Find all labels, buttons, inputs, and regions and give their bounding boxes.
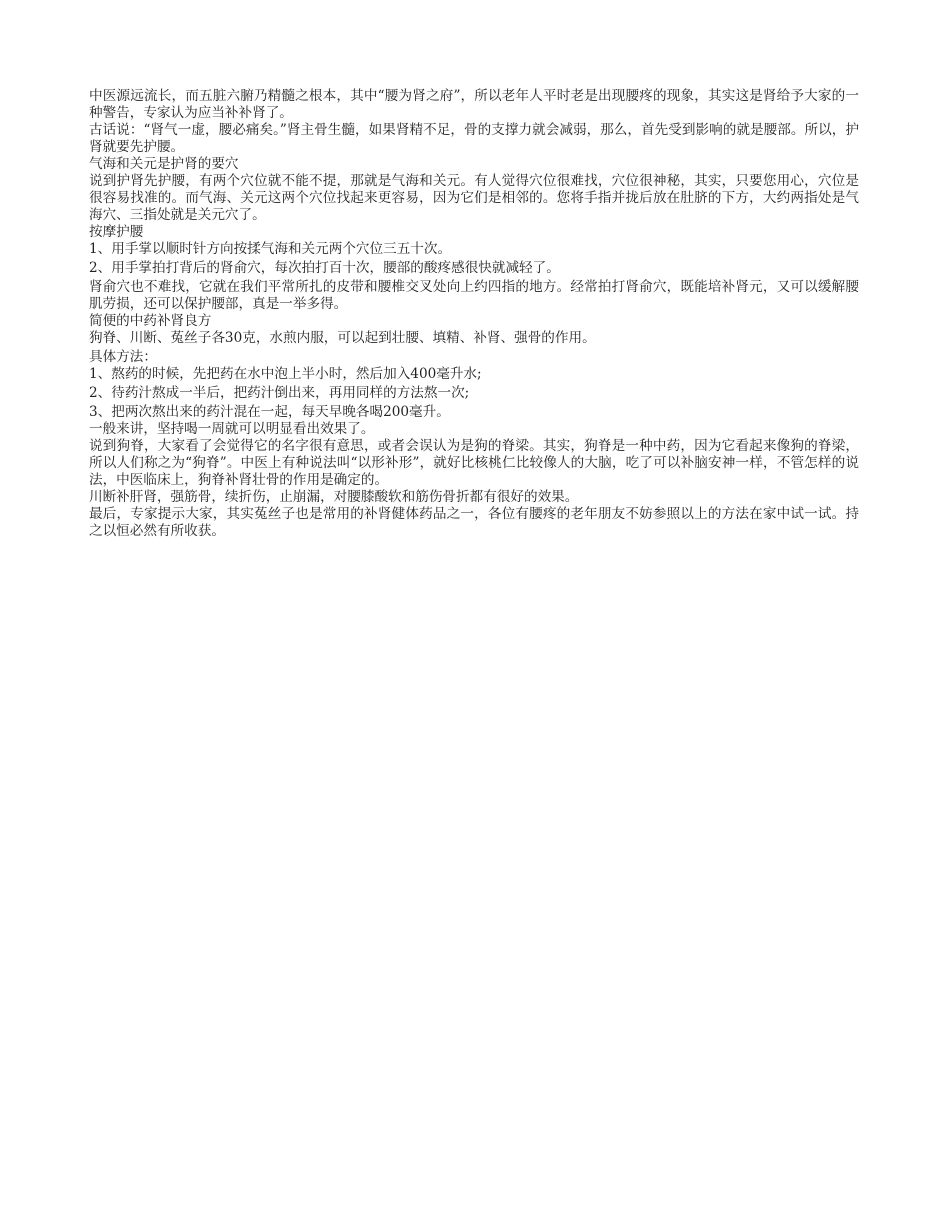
paragraph-remedy: 狗脊、川断、菟丝子各30克，水煎内服，可以起到壮腰、填精、补肾、强骨的作用。 bbox=[89, 330, 596, 346]
paragraph-conclusion: 最后，专家提示大家，其实菟丝子也是常用的补肾健体药品之一，各位有腰疼的老年朋友不妨参照以上的方法在家中试一试。持之以恒必然有所收获。 bbox=[89, 506, 859, 539]
section-heading-massage: 按摩护腰 bbox=[89, 224, 144, 240]
section-heading-acupoints: 气海和关元是护肾的要穴 bbox=[89, 156, 239, 172]
method-label: 具体方法： bbox=[89, 349, 157, 365]
paragraph-gouji: 说到狗脊，大家看了会觉得它的名字很有意思，或者会误认为是狗的脊梁。其实，狗脊是一种中药，因为它看起来像狗的脊梁，所以人们称之为“狗脊”。中医上有种说法叫“以形补形”，就好比核桃仁比较像人的大脑，吃了可以补脑安神一样，不管怎样的说法，中医临床上，狗脊补肾壮骨的作用是确定的。 bbox=[89, 438, 859, 488]
massage-step-1: 1、用手掌以顺时针方向按揉气海和关元两个穴位三五十次。 bbox=[89, 241, 452, 257]
paragraph-shenshu: 肾俞穴也不难找，它就在我们平常所扎的皮带和腰椎交叉处向上约四指的地方。经常拍打肾俞穴，既能培补肾元，又可以缓解腰肌劳损，还可以保护腰部，真是一举多得。 bbox=[89, 279, 859, 312]
method-step-3: 3、把两次熬出来的药汁混在一起，每天早晚各喝200毫升。 bbox=[89, 404, 450, 420]
method-step-2: 2、待药汁熬成一半后，把药汁倒出来，再用同样的方法熬一次; bbox=[89, 385, 470, 401]
article-body bbox=[89, 88, 859, 540]
paragraph-chuanduan: 川断补肝肾，强筋骨，续折伤，止崩漏，对腰膝酸软和筋伤骨折都有很好的效果。 bbox=[89, 489, 579, 505]
paragraph-saying: 古话说：“肾气一虚，腰必痛矣。”肾主骨生髓，如果肾精不足，骨的支撑力就会减弱，那么，首先受到影响的就是腰部。所以，护肾就要先护腰。 bbox=[89, 122, 859, 155]
method-step-1: 1、熬药的时候，先把药在水中泡上半小时，然后加入400毫升水; bbox=[89, 366, 482, 382]
massage-step-2: 2、用手掌拍打背后的肾俞穴，每次拍打百十次，腰部的酸疼感很快就减轻了。 bbox=[89, 260, 560, 276]
paragraph-acupoints: 说到护肾先护腰，有两个穴位就不能不提，那就是气海和关元。有人觉得穴位很难找，穴位很神秘，其实，只要您用心，穴位是很容易找准的。而气海、关元这两个穴位找起来更容易，因为它们是相邻的。您将手指并拢后放在肚脐的下方，大约两指处是气海穴、三指处就是关元穴了。 bbox=[89, 173, 859, 223]
paragraph-effect: 一般来讲，坚持喝一周就可以明显看出效果了。 bbox=[89, 421, 375, 437]
paragraph-intro: 中医源远流长，而五脏六腑乃精髓之根本，其中“腰为肾之府”，所以老年人平时老是出现腰疼的现象，其实这是肾给予大家的一种警告，专家认为应当补补肾了。 bbox=[89, 88, 859, 121]
section-heading-remedy: 简便的中药补肾良方 bbox=[89, 313, 212, 329]
